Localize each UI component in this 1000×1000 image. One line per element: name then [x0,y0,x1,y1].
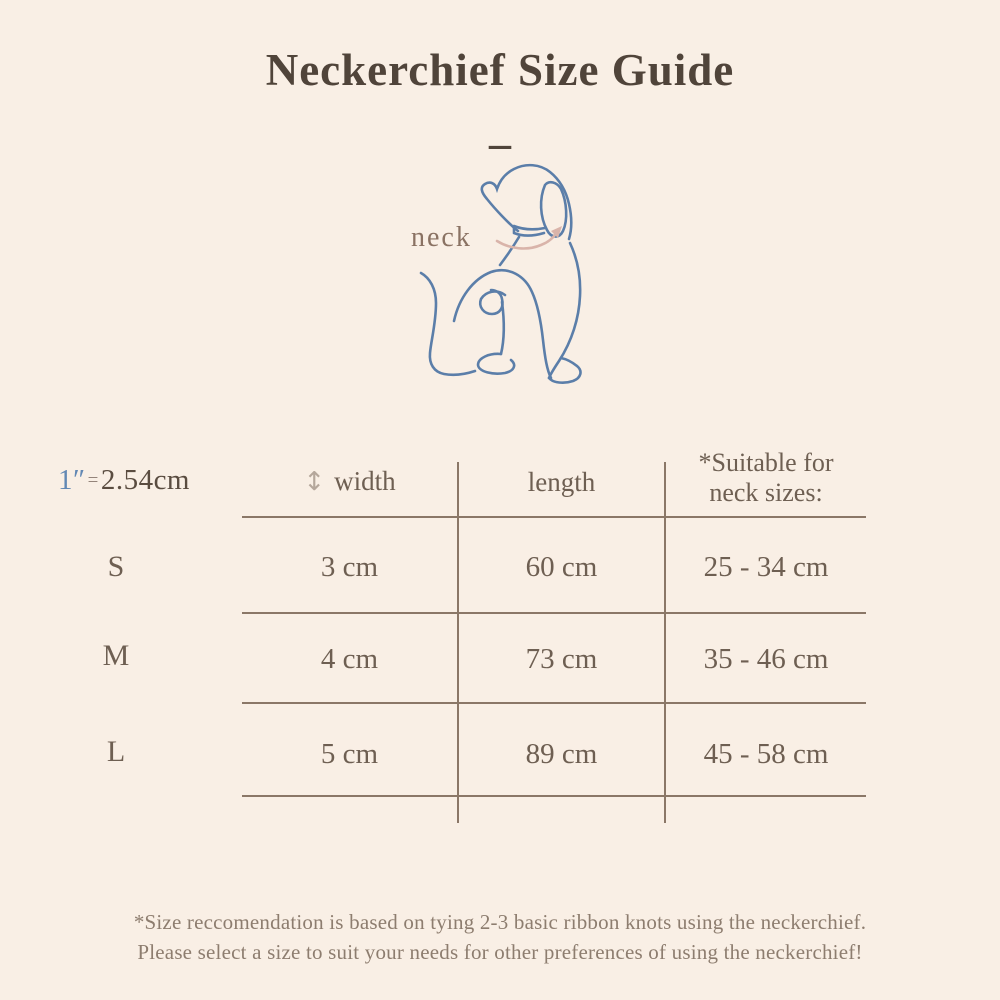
table-line-horizontal-2 [242,612,866,614]
size-label-s: S [107,550,125,583]
dog-outline-svg [400,158,600,400]
table-line-horizontal-4 [242,795,866,797]
column-header-length: length [527,467,596,497]
cell-m-length: 73 cm [525,643,598,675]
neck-label: neck [411,222,472,253]
width-header-label: width [334,466,396,496]
cell-m-width: 4 cm [320,643,379,675]
width-arrow-icon: ↕ [303,467,326,497]
cm-value: 2.54cm [100,464,190,496]
dog-line-illustration [400,158,600,400]
suitable-header-line1: *Suitable for [698,448,834,477]
cell-s-width: 3 cm [320,551,379,583]
size-label-m: M [102,639,130,672]
size-label-l: L [106,735,126,768]
cell-l-neck: 45 - 58 cm [703,738,829,770]
column-header-width [242,466,457,497]
dog-outline-paths [421,165,580,383]
cell-s-length: 60 cm [525,551,598,583]
size-footnote [0,907,1000,967]
cell-l-length: 89 cm [525,738,598,770]
cell-s-neck: 25 - 34 cm [703,551,829,583]
inch-value: 1″ [58,464,86,496]
column-header-suitable [666,448,866,508]
footnote-line1: *Size reccomendation is based on tying 2-3 basic ribbon knots using the neckerchief. [133,910,867,934]
page-title: Neckerchief Size Guide [265,45,735,95]
suitable-header-line2: neck sizes: [709,478,823,507]
cell-m-neck: 35 - 46 cm [703,643,829,675]
table-line-horizontal-1 [242,516,866,518]
footnote-line2: Please select a size to suit your needs for other preferences of using the neckerchief! [137,940,863,964]
title-divider-dash: – [489,119,511,168]
equals-sign: = [87,470,99,491]
inch-conversion-note [58,464,238,497]
cell-l-width: 5 cm [320,738,379,770]
table-line-horizontal-3 [242,702,866,704]
